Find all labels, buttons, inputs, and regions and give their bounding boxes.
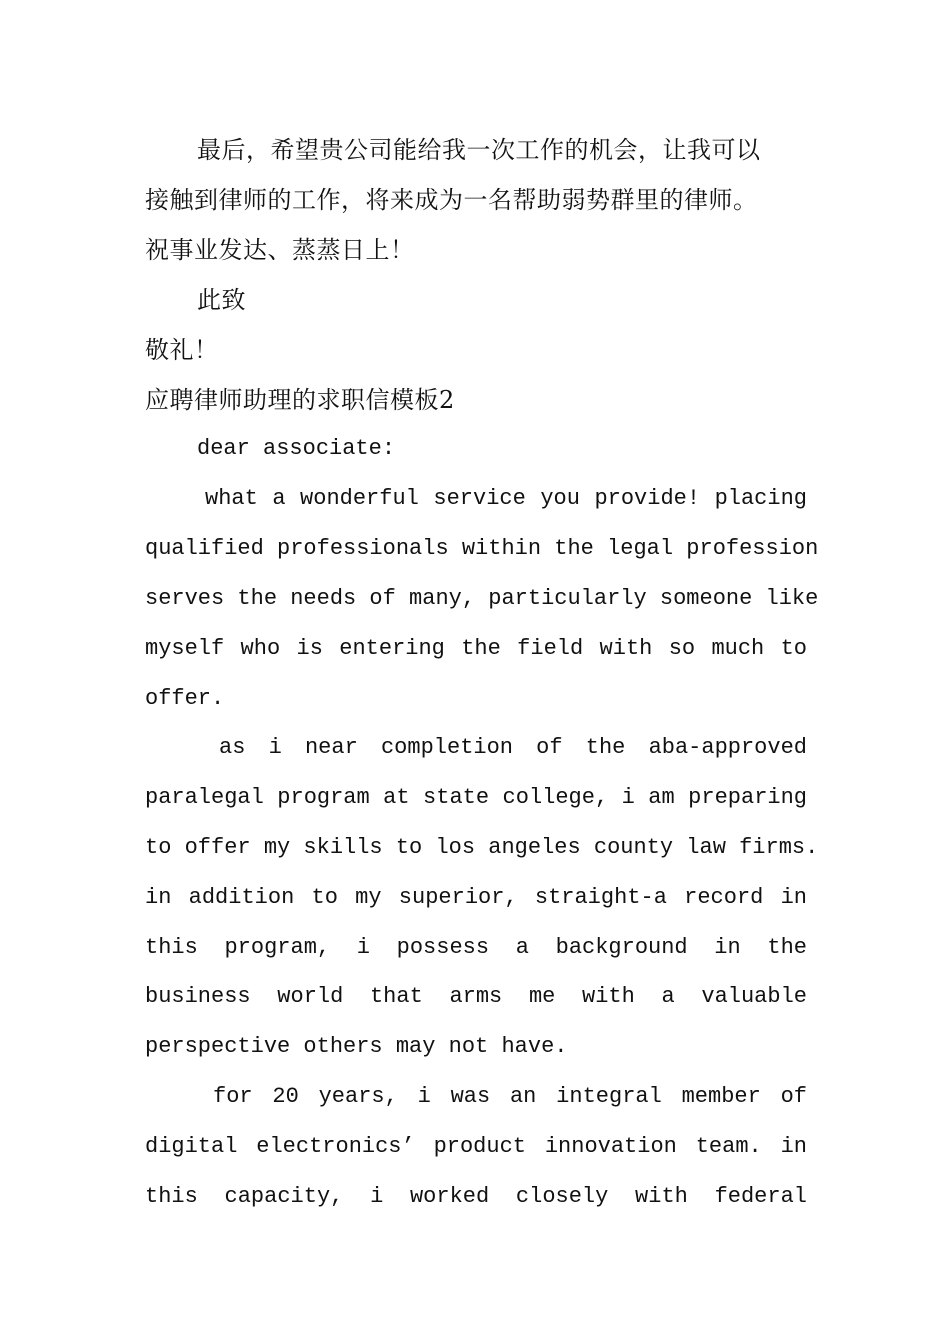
cn-paragraph-line: 祝事业发达、蒸蒸日上！	[145, 236, 415, 264]
closing-ci-zhi: 此致	[197, 286, 246, 314]
cn-paragraph-line: 最后，希望贵公司能给我一次工作的机会，让我可以	[197, 136, 761, 164]
en-paragraph-line: as i near completion of the aba-approved	[219, 735, 807, 760]
salutation: dear associate:	[197, 436, 396, 461]
en-paragraph-line: digital electronics’ product innovation team. in	[145, 1134, 807, 1159]
en-paragraph-line: this capacity, i worked closely with federal	[145, 1184, 807, 1209]
cn-paragraph-line: 接触到律师的工作，将来成为一名帮助弱势群里的律师。	[145, 186, 758, 214]
en-paragraph-line: perspective others may not have.	[145, 1034, 568, 1059]
en-paragraph-line: business world that arms me with a valuable	[145, 984, 807, 1009]
en-paragraph-line: to offer my skills to los angeles county law firms.	[145, 835, 819, 860]
section-title: 应聘律师助理的求职信模板2	[145, 386, 455, 414]
en-paragraph-line: what a wonderful service you provide! placing	[205, 486, 807, 511]
en-paragraph-line: this program, i possess a background in the	[145, 935, 807, 960]
en-paragraph-line: myself who is entering the field with so much to	[145, 636, 807, 661]
en-paragraph-line: offer.	[145, 686, 225, 711]
en-paragraph-line: for 20 years, i was an integral member of	[213, 1084, 807, 1109]
en-paragraph-line: paralegal program at state college, i am preparing	[145, 785, 807, 810]
en-paragraph-line: in addition to my superior, straight-a record in	[145, 885, 807, 910]
en-paragraph-line: qualified professionals within the legal profession	[145, 536, 819, 561]
closing-jing-li: 敬礼！	[145, 336, 219, 364]
en-paragraph-line: serves the needs of many, particularly someone like	[145, 586, 819, 611]
